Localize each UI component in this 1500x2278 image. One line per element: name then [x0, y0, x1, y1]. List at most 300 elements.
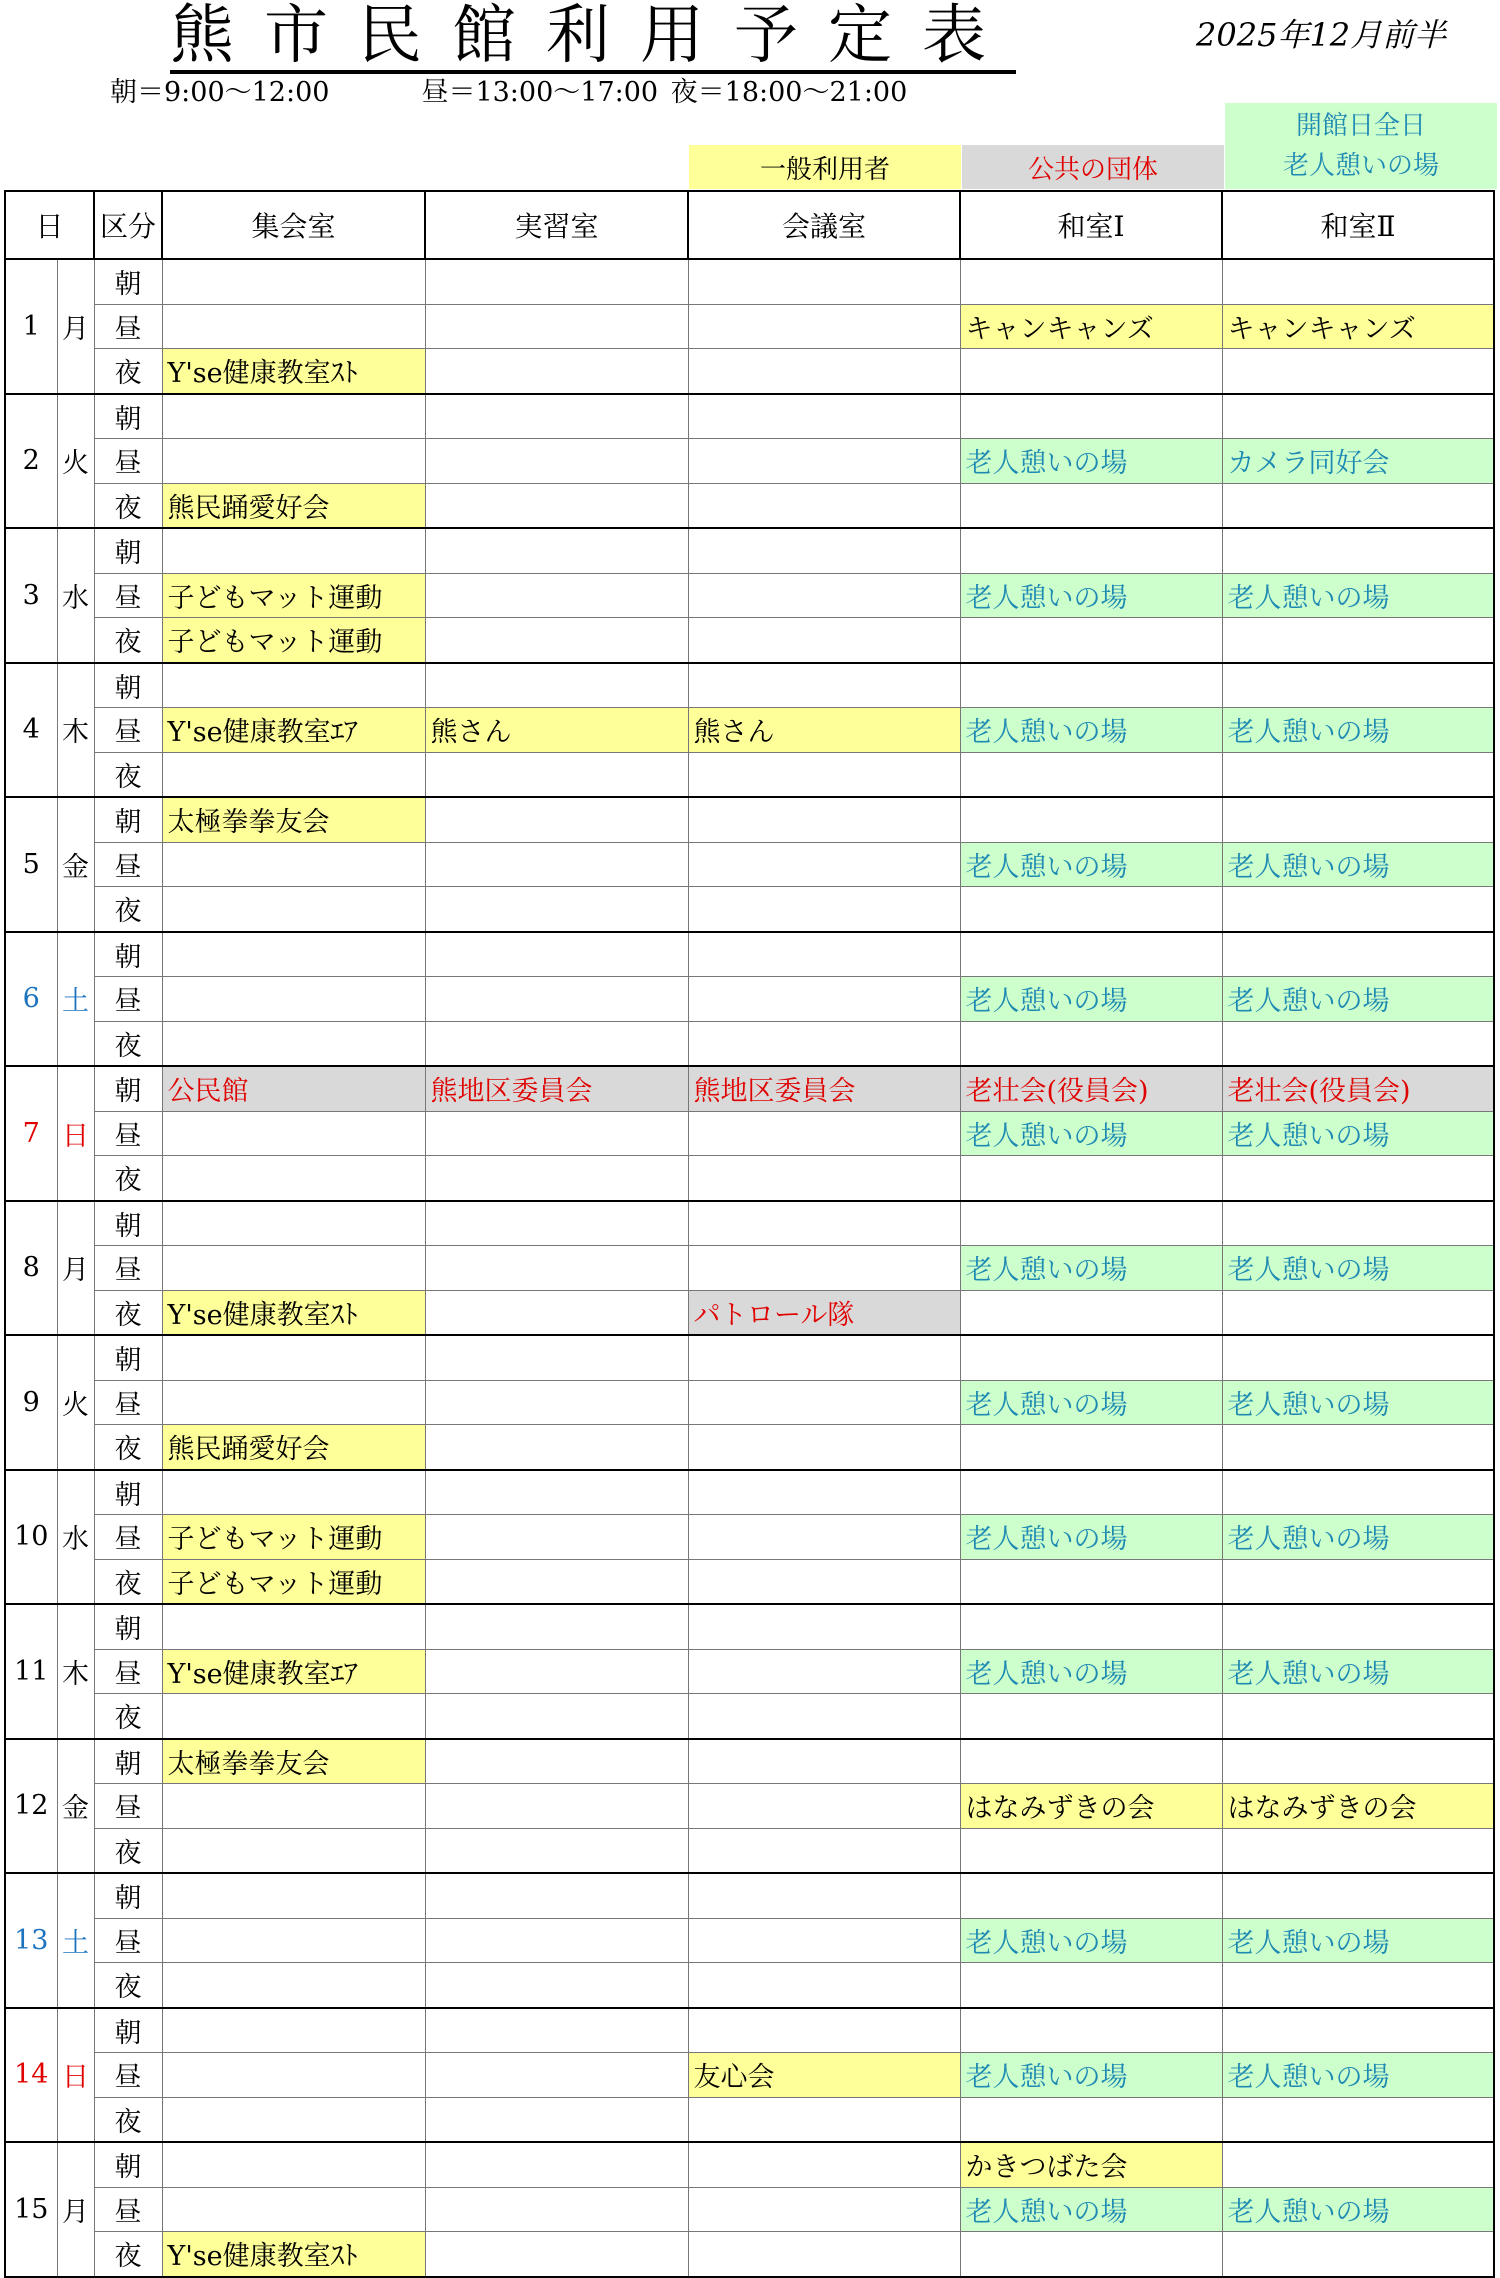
time-slot-label: 昼 [94, 1784, 162, 1829]
booking-cell [162, 1604, 425, 1649]
day-number: 10 [5, 1470, 57, 1605]
booking-cell: 老人憩いの場 [1222, 2187, 1494, 2232]
booking-cell: はなみずきの会 [960, 1784, 1222, 1829]
table-row [5, 1963, 1494, 2008]
booking-cell [1222, 1873, 1494, 1918]
booking-cell [1222, 2232, 1494, 2277]
booking-cell [162, 2142, 425, 2187]
booking-cell [1222, 1335, 1494, 1380]
booking-cell: かきつばた会 [960, 2142, 1222, 2187]
booking-cell [162, 842, 425, 887]
table-row [5, 977, 1494, 1022]
booking-cell: 老人憩いの場 [1222, 977, 1494, 1022]
day-of-week: 木 [57, 663, 94, 798]
table-row [5, 663, 1494, 708]
booking-cell [688, 1425, 960, 1470]
booking-cell [960, 1828, 1222, 1873]
time-slot-label: 朝 [94, 394, 162, 439]
booking-cell [688, 394, 960, 439]
booking-cell [162, 1873, 425, 1918]
time-slot-label: 夜 [94, 1828, 162, 1873]
booking-cell [960, 1425, 1222, 1470]
column-header-slot: 区分 [94, 191, 162, 259]
table-row [5, 1649, 1494, 1694]
booking-cell [1222, 1559, 1494, 1604]
booking-cell [688, 1649, 960, 1694]
booking-cell [162, 932, 425, 977]
booking-cell [162, 1111, 425, 1156]
booking-cell: Y'se健康教室ｴｱ [162, 1649, 425, 1694]
booking-cell: 老人憩いの場 [960, 1380, 1222, 1425]
booking-cell [688, 1156, 960, 1201]
booking-cell: 公民館 [162, 1066, 425, 1111]
booking-cell [1222, 2008, 1494, 2053]
booking-cell [162, 752, 425, 797]
booking-cell [162, 1918, 425, 1963]
table-row [5, 1559, 1494, 1604]
table-row [5, 1156, 1494, 1201]
table-row [5, 349, 1494, 394]
schedule-period: 2025年12月前半 [1196, 16, 1447, 54]
day-of-week: 木 [57, 1604, 94, 1739]
booking-cell [162, 1828, 425, 1873]
table-row [5, 1380, 1494, 1425]
booking-cell [960, 932, 1222, 977]
booking-cell [425, 1380, 688, 1425]
booking-cell [425, 349, 688, 394]
day-of-week: 火 [57, 394, 94, 529]
booking-cell [688, 1335, 960, 1380]
legend-elder-line1: 開館日全日 [1295, 111, 1426, 141]
table-row [5, 1739, 1494, 1784]
booking-cell: 老人憩いの場 [1222, 1111, 1494, 1156]
booking-cell [688, 1021, 960, 1066]
time-slot-label: 夜 [94, 1021, 162, 1066]
booking-cell [688, 887, 960, 932]
table-row [5, 2232, 1494, 2277]
booking-cell [960, 1201, 1222, 1246]
time-slot-label: 昼 [94, 439, 162, 484]
booking-cell [162, 439, 425, 484]
booking-cell [960, 1559, 1222, 1604]
booking-cell [688, 1515, 960, 1560]
booking-cell: 老壮会(役員会) [1222, 1066, 1494, 1111]
booking-cell [425, 2232, 688, 2277]
time-slot-label: 朝 [94, 797, 162, 842]
booking-cell [162, 1156, 425, 1201]
booking-cell: 熊民踊愛好会 [162, 1425, 425, 1470]
booking-cell [688, 1784, 960, 1829]
table-row [5, 708, 1494, 753]
day-of-week: 月 [57, 1201, 94, 1336]
booking-cell [162, 1963, 425, 2008]
day-of-week: 金 [57, 797, 94, 932]
booking-cell [1222, 1156, 1494, 1201]
table-row [5, 1425, 1494, 1470]
booking-cell [425, 483, 688, 528]
booking-cell [1222, 1021, 1494, 1066]
booking-cell [960, 1290, 1222, 1335]
booking-cell [425, 2053, 688, 2098]
booking-cell [425, 2187, 688, 2232]
booking-cell [688, 528, 960, 573]
booking-cell [425, 1515, 688, 1560]
booking-cell: 子どもマット運動 [162, 1515, 425, 1560]
booking-cell [1222, 259, 1494, 304]
booking-cell [688, 842, 960, 887]
booking-cell: 老人憩いの場 [960, 977, 1222, 1022]
booking-cell: Y'se健康教室ｽﾄ [162, 1290, 425, 1335]
booking-cell [1222, 1694, 1494, 1739]
booking-cell [688, 932, 960, 977]
booking-cell: はなみずきの会 [1222, 1784, 1494, 1829]
table-row [5, 1694, 1494, 1739]
legend-elder-space [1225, 103, 1497, 189]
booking-cell [425, 1739, 688, 1784]
booking-cell [960, 1963, 1222, 2008]
table-row [5, 259, 1494, 304]
booking-cell [425, 797, 688, 842]
booking-cell [688, 349, 960, 394]
table-row [5, 573, 1494, 618]
booking-cell [688, 752, 960, 797]
booking-cell: Y'se健康教室ｽﾄ [162, 2232, 425, 2277]
booking-cell [688, 259, 960, 304]
booking-cell [162, 394, 425, 439]
booking-cell: 熊地区委員会 [425, 1066, 688, 1111]
booking-cell [425, 1918, 688, 1963]
day-of-week: 土 [57, 1873, 94, 2008]
booking-cell [425, 2008, 688, 2053]
time-slot-label: 朝 [94, 1873, 162, 1918]
booking-cell [162, 1335, 425, 1380]
table-row [5, 1515, 1494, 1560]
booking-cell: パトロール隊 [688, 1290, 960, 1335]
booking-cell [688, 2097, 960, 2142]
table-row [5, 394, 1494, 439]
time-slot-label: 夜 [94, 1156, 162, 1201]
day-number: 5 [5, 797, 57, 932]
column-header-assembly-room: 集会室 [162, 191, 425, 259]
booking-cell [1222, 1963, 1494, 2008]
time-slot-label: 昼 [94, 708, 162, 753]
time-slot-label: 朝 [94, 663, 162, 708]
booking-cell: 老人憩いの場 [1222, 842, 1494, 887]
booking-cell [425, 1470, 688, 1515]
table-row [5, 1290, 1494, 1335]
time-slot-label: 夜 [94, 1559, 162, 1604]
day-of-week: 月 [57, 259, 94, 394]
booking-cell: 子どもマット運動 [162, 1559, 425, 1604]
booking-cell: Y'se健康教室ｽﾄ [162, 349, 425, 394]
table-row [5, 932, 1494, 977]
morning-hours: 朝＝9:00～12:00 [110, 77, 330, 108]
day-of-week: 土 [57, 932, 94, 1067]
time-slot-label: 昼 [94, 1380, 162, 1425]
table-row [5, 2053, 1494, 2098]
booking-cell [425, 1290, 688, 1335]
booking-cell [425, 1784, 688, 1829]
booking-cell: 老人憩いの場 [1222, 1515, 1494, 1560]
booking-cell [960, 1873, 1222, 1918]
day-number: 14 [5, 2008, 57, 2143]
booking-cell [162, 977, 425, 1022]
day-of-week: 火 [57, 1335, 94, 1470]
booking-cell [688, 1380, 960, 1425]
booking-cell [960, 618, 1222, 663]
booking-cell: 老人憩いの場 [960, 439, 1222, 484]
day-number: 7 [5, 1066, 57, 1201]
time-slot-label: 昼 [94, 1515, 162, 1560]
booking-cell [960, 394, 1222, 439]
booking-cell [960, 483, 1222, 528]
table-row [5, 1784, 1494, 1829]
day-of-week: 月 [57, 2142, 94, 2277]
booking-cell [688, 1739, 960, 1784]
booking-cell: 老人憩いの場 [1222, 2053, 1494, 2098]
time-slot-label: 昼 [94, 573, 162, 618]
booking-cell [425, 304, 688, 349]
time-slot-label: 朝 [94, 259, 162, 304]
booking-cell: 老人憩いの場 [960, 842, 1222, 887]
booking-cell [425, 977, 688, 1022]
booking-cell [425, 1111, 688, 1156]
booking-cell [688, 797, 960, 842]
time-slot-label: 朝 [94, 1201, 162, 1246]
booking-cell [1222, 797, 1494, 842]
day-number: 13 [5, 1873, 57, 2008]
booking-cell [425, 618, 688, 663]
booking-cell: 老人憩いの場 [1222, 708, 1494, 753]
booking-cell [425, 663, 688, 708]
booking-cell [425, 528, 688, 573]
booking-cell [162, 1246, 425, 1291]
day-number: 2 [5, 394, 57, 529]
booking-cell [960, 1021, 1222, 1066]
booking-cell [162, 1694, 425, 1739]
day-of-week: 水 [57, 1470, 94, 1605]
booking-cell: 老人憩いの場 [960, 708, 1222, 753]
booking-cell [425, 1828, 688, 1873]
day-number: 11 [5, 1604, 57, 1739]
booking-cell: カメラ同好会 [1222, 439, 1494, 484]
afternoon-hours: 昼＝13:00～17:00 [421, 77, 659, 108]
table-row [5, 2142, 1494, 2187]
booking-cell [688, 2232, 960, 2277]
booking-cell [162, 304, 425, 349]
booking-cell: 熊民踊愛好会 [162, 483, 425, 528]
booking-cell [162, 259, 425, 304]
booking-cell [1222, 394, 1494, 439]
column-header-meeting-room: 会議室 [688, 191, 960, 259]
booking-cell [162, 1201, 425, 1246]
evening-hours: 夜＝18:00～21:00 [670, 77, 908, 108]
booking-cell: 太極拳拳友会 [162, 797, 425, 842]
page-title: 熊市民館利用予定表 [170, 0, 1016, 73]
booking-cell: 老人憩いの場 [960, 1515, 1222, 1560]
booking-cell [162, 528, 425, 573]
legend-general-users: 一般利用者 [689, 145, 961, 189]
booking-cell [425, 1021, 688, 1066]
booking-cell [425, 1246, 688, 1291]
time-slot-label: 朝 [94, 932, 162, 977]
booking-cell [425, 1649, 688, 1694]
table-row [5, 1246, 1494, 1291]
booking-cell [162, 2053, 425, 2098]
table-row [5, 1918, 1494, 1963]
booking-cell [960, 259, 1222, 304]
legend-public-groups: 公共の団体 [962, 145, 1224, 189]
booking-cell [1222, 663, 1494, 708]
table-row [5, 439, 1494, 484]
booking-cell [960, 887, 1222, 932]
day-number: 1 [5, 259, 57, 394]
booking-cell [1222, 1604, 1494, 1649]
booking-cell: 老人憩いの場 [960, 1918, 1222, 1963]
booking-cell [688, 1559, 960, 1604]
booking-cell [688, 1111, 960, 1156]
booking-cell [425, 439, 688, 484]
booking-cell [1222, 1425, 1494, 1470]
time-slot-label: 昼 [94, 1649, 162, 1694]
booking-cell [1222, 618, 1494, 663]
booking-cell [688, 663, 960, 708]
booking-cell [425, 1335, 688, 1380]
time-slot-label: 夜 [94, 1694, 162, 1739]
table-row [5, 1470, 1494, 1515]
booking-cell [425, 752, 688, 797]
column-header-japanese-room-2: 和室Ⅱ [1222, 191, 1494, 259]
booking-cell [1222, 1739, 1494, 1784]
booking-cell [960, 1694, 1222, 1739]
time-slot-label: 朝 [94, 1335, 162, 1380]
time-slot-label: 昼 [94, 304, 162, 349]
time-slot-label: 夜 [94, 483, 162, 528]
day-of-week: 日 [57, 1066, 94, 1201]
time-slot-label: 夜 [94, 887, 162, 932]
booking-cell: 子どもマット運動 [162, 618, 425, 663]
time-slot-label: 朝 [94, 1604, 162, 1649]
table-row [5, 1828, 1494, 1873]
column-header-day: 日 [5, 191, 94, 259]
time-slot-legend [110, 70, 911, 109]
booking-cell [162, 1021, 425, 1066]
booking-cell [1222, 2142, 1494, 2187]
booking-cell [425, 259, 688, 304]
table-row [5, 1335, 1494, 1380]
booking-cell [425, 1873, 688, 1918]
booking-cell [688, 1694, 960, 1739]
table-row [5, 1021, 1494, 1066]
schedule-body [5, 259, 1494, 2277]
table-row [5, 752, 1494, 797]
booking-cell [1222, 887, 1494, 932]
booking-cell [688, 439, 960, 484]
table-row [5, 618, 1494, 663]
schedule-table [4, 190, 1495, 2278]
booking-cell: 老人憩いの場 [960, 2053, 1222, 2098]
legend-elder-line2: 老人憩いの場 [1282, 151, 1439, 181]
booking-cell [688, 1246, 960, 1291]
table-row [5, 797, 1494, 842]
booking-cell [425, 1425, 688, 1470]
day-number: 4 [5, 663, 57, 798]
table-row [5, 1201, 1494, 1246]
booking-cell [960, 1156, 1222, 1201]
day-number: 9 [5, 1335, 57, 1470]
time-slot-label: 朝 [94, 528, 162, 573]
booking-cell: 老人憩いの場 [1222, 1380, 1494, 1425]
day-of-week: 水 [57, 528, 94, 663]
booking-cell [1222, 2097, 1494, 2142]
booking-cell [688, 1604, 960, 1649]
booking-cell [688, 483, 960, 528]
table-header-row [5, 191, 1494, 259]
table-row [5, 2008, 1494, 2053]
time-slot-label: 朝 [94, 2008, 162, 2053]
table-row [5, 1111, 1494, 1156]
time-slot-label: 夜 [94, 1425, 162, 1470]
day-number: 15 [5, 2142, 57, 2277]
booking-cell [1222, 1470, 1494, 1515]
booking-cell [960, 1739, 1222, 1784]
booking-cell: 熊さん [425, 708, 688, 753]
table-row [5, 483, 1494, 528]
booking-cell [688, 2142, 960, 2187]
booking-cell [162, 887, 425, 932]
table-row [5, 528, 1494, 573]
time-slot-label: 朝 [94, 1470, 162, 1515]
time-slot-label: 朝 [94, 2142, 162, 2187]
booking-cell [688, 977, 960, 1022]
booking-cell [162, 1380, 425, 1425]
column-header-practice-room: 実習室 [425, 191, 688, 259]
booking-cell [688, 304, 960, 349]
booking-cell [688, 1201, 960, 1246]
table-row [5, 304, 1494, 349]
time-slot-label: 昼 [94, 1918, 162, 1963]
booking-cell: 太極拳拳友会 [162, 1739, 425, 1784]
booking-cell [425, 2142, 688, 2187]
time-slot-label: 夜 [94, 2232, 162, 2277]
booking-cell [1222, 1290, 1494, 1335]
booking-cell [1222, 528, 1494, 573]
booking-cell [688, 2187, 960, 2232]
time-slot-label: 昼 [94, 1111, 162, 1156]
booking-cell [960, 2008, 1222, 2053]
booking-cell [1222, 1828, 1494, 1873]
booking-cell: 老壮会(役員会) [960, 1066, 1222, 1111]
time-slot-label: 夜 [94, 349, 162, 394]
table-row [5, 2187, 1494, 2232]
time-slot-label: 朝 [94, 1066, 162, 1111]
booking-cell [688, 573, 960, 618]
booking-cell [960, 752, 1222, 797]
booking-cell [960, 2097, 1222, 2142]
booking-cell [425, 1559, 688, 1604]
time-slot-label: 昼 [94, 977, 162, 1022]
booking-cell [162, 2097, 425, 2142]
booking-cell [425, 1156, 688, 1201]
booking-cell: 老人憩いの場 [960, 1246, 1222, 1291]
day-number: 12 [5, 1739, 57, 1874]
booking-cell: キャンキャンズ [1222, 304, 1494, 349]
table-row [5, 1873, 1494, 1918]
booking-cell [960, 528, 1222, 573]
booking-cell [425, 1963, 688, 2008]
day-of-week: 金 [57, 1739, 94, 1874]
booking-cell [1222, 932, 1494, 977]
